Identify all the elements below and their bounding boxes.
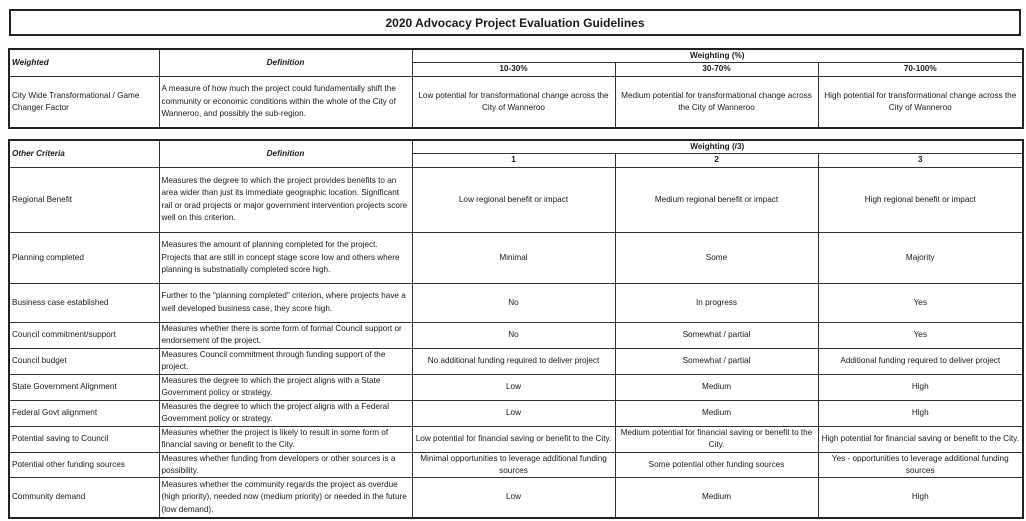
value-cell: Yes	[818, 322, 1023, 348]
criteria-cell: Regional Benefit	[9, 167, 159, 232]
value-cell: Medium regional benefit or impact	[615, 167, 818, 232]
value-cell: No	[412, 283, 615, 322]
value-cell: High	[818, 478, 1023, 518]
table-row	[9, 478, 1023, 518]
value-cell: Medium potential for financial saving or benefit to the City.	[615, 426, 818, 452]
value-cell: Medium	[615, 478, 818, 518]
column-header-level-1: 10-30%	[412, 63, 615, 76]
value-cell: Low	[412, 478, 615, 518]
criteria-cell: Community demand	[9, 478, 159, 518]
value-cell: Medium	[615, 400, 818, 426]
value-cell: No additional funding required to deliver project	[412, 348, 615, 374]
value-cell: Additional funding required to deliver project	[818, 348, 1023, 374]
table-row	[9, 232, 1023, 283]
value-cell: Medium	[615, 374, 818, 400]
value-cell: Low	[412, 374, 615, 400]
column-header-score-2: 2	[615, 154, 818, 167]
value-cell: No	[412, 322, 615, 348]
table-row	[9, 374, 1023, 400]
table-row	[9, 426, 1023, 452]
value-cell: High regional benefit or impact	[818, 167, 1023, 232]
table-row	[9, 452, 1023, 478]
definition-cell: Measures the degree to which the project provides benefits to an area wider than just its immediate geographic location. Significant rail or orad projects or major government intervention projects score well on this criterion.	[159, 167, 412, 232]
column-header-level-3: 70-100%	[818, 63, 1023, 76]
definition-cell: A measure of how much the project could fundamentally shift the community or economic conditions within the whole of the City of Wanneroo, and possibly the sub-region.	[159, 76, 412, 128]
value-cell: Some potential other funding sources	[615, 452, 818, 478]
definition-cell: Further to the "planning completed" criterion, where projects have a well developed business case, they score high.	[159, 283, 412, 322]
criteria-cell: Potential saving to Council	[9, 426, 159, 452]
definition-cell: Measures the degree to which the project aligns with a State Government policy or strategy.	[159, 374, 412, 400]
value-cell: High	[818, 374, 1023, 400]
definition-cell: Measures whether funding from developers or other sources is a possibility.	[159, 452, 412, 478]
table-row	[9, 76, 1023, 128]
definition-cell: Measures whether there is some form of formal Council support or endorsement of the project.	[159, 322, 412, 348]
value-cell: Majority	[818, 232, 1023, 283]
weighted-criteria-table	[8, 48, 1024, 129]
value-cell: Yes - opportunities to leverage additional funding sources	[818, 452, 1023, 478]
other-criteria-table	[8, 139, 1024, 519]
column-header-weighted: Weighted	[9, 49, 159, 76]
criteria-cell: Federal Govt alignment	[9, 400, 159, 426]
criteria-cell: State Government Alignment	[9, 374, 159, 400]
value-cell: In progress	[615, 283, 818, 322]
table-row	[9, 348, 1023, 374]
value-cell: Low regional benefit or impact	[412, 167, 615, 232]
table-row	[9, 167, 1023, 232]
value-cell: High	[818, 400, 1023, 426]
value-cell: Somewhat / partial	[615, 348, 818, 374]
definition-cell: Measures whether the community regards the project as overdue (high priority), needed now (medium priority) or needed in the future (low demand).	[159, 478, 412, 518]
table-row	[9, 322, 1023, 348]
page-title	[9, 9, 1021, 36]
column-header-score-3: 3	[818, 154, 1023, 167]
value-cell: Low potential for transformational change across the City of Wanneroo	[412, 76, 615, 128]
criteria-cell: Planning completed	[9, 232, 159, 283]
column-group-header-weighting-percent: Weighting (%)	[412, 49, 1023, 63]
value-cell: Yes	[818, 283, 1023, 322]
criteria-cell: City Wide Transformational / Game Changer Factor	[9, 76, 159, 128]
table-row	[9, 283, 1023, 322]
column-header-other-criteria: Other Criteria	[9, 140, 159, 167]
definition-cell: Measures whether the project is likely to result in some form of financial saving or benefit to the City.	[159, 426, 412, 452]
column-group-header-weighting-score: Weighting (/3)	[412, 140, 1023, 154]
column-header-score-1: 1	[412, 154, 615, 167]
value-cell: Low potential for financial saving or benefit to the City.	[412, 426, 615, 452]
value-cell: Somewhat / partial	[615, 322, 818, 348]
criteria-cell: Council commitment/support	[9, 322, 159, 348]
value-cell: High potential for transformational change across the City of Wanneroo	[818, 76, 1023, 128]
column-header-level-2: 30-70%	[615, 63, 818, 76]
definition-cell: Measures Council commitment through funding support of the project.	[159, 348, 412, 374]
criteria-cell: Potential other funding sources	[9, 452, 159, 478]
column-header-definition: Definition	[159, 49, 412, 76]
definition-cell: Measures the degree to which the project aligns with a Federal Government policy or strategy.	[159, 400, 412, 426]
value-cell: Minimal	[412, 232, 615, 283]
table-row	[9, 400, 1023, 426]
value-cell: Medium potential for transformational change across the City of Wanneroo	[615, 76, 818, 128]
value-cell: Low	[412, 400, 615, 426]
page-title-text: 2020 Advocacy Project Evaluation Guidelines	[385, 15, 645, 30]
criteria-cell: Council budget	[9, 348, 159, 374]
column-header-definition: Definition	[159, 140, 412, 167]
definition-cell: Measures the amount of planning completed for the project. Projects that are still in concept stage score low and others where planning is substnatially completed score high.	[159, 232, 412, 283]
value-cell: Minimal opportunities to leverage additional funding sources	[412, 452, 615, 478]
criteria-cell: Business case established	[9, 283, 159, 322]
value-cell: High potential for financial saving or benefit to the City.	[818, 426, 1023, 452]
value-cell: Some	[615, 232, 818, 283]
